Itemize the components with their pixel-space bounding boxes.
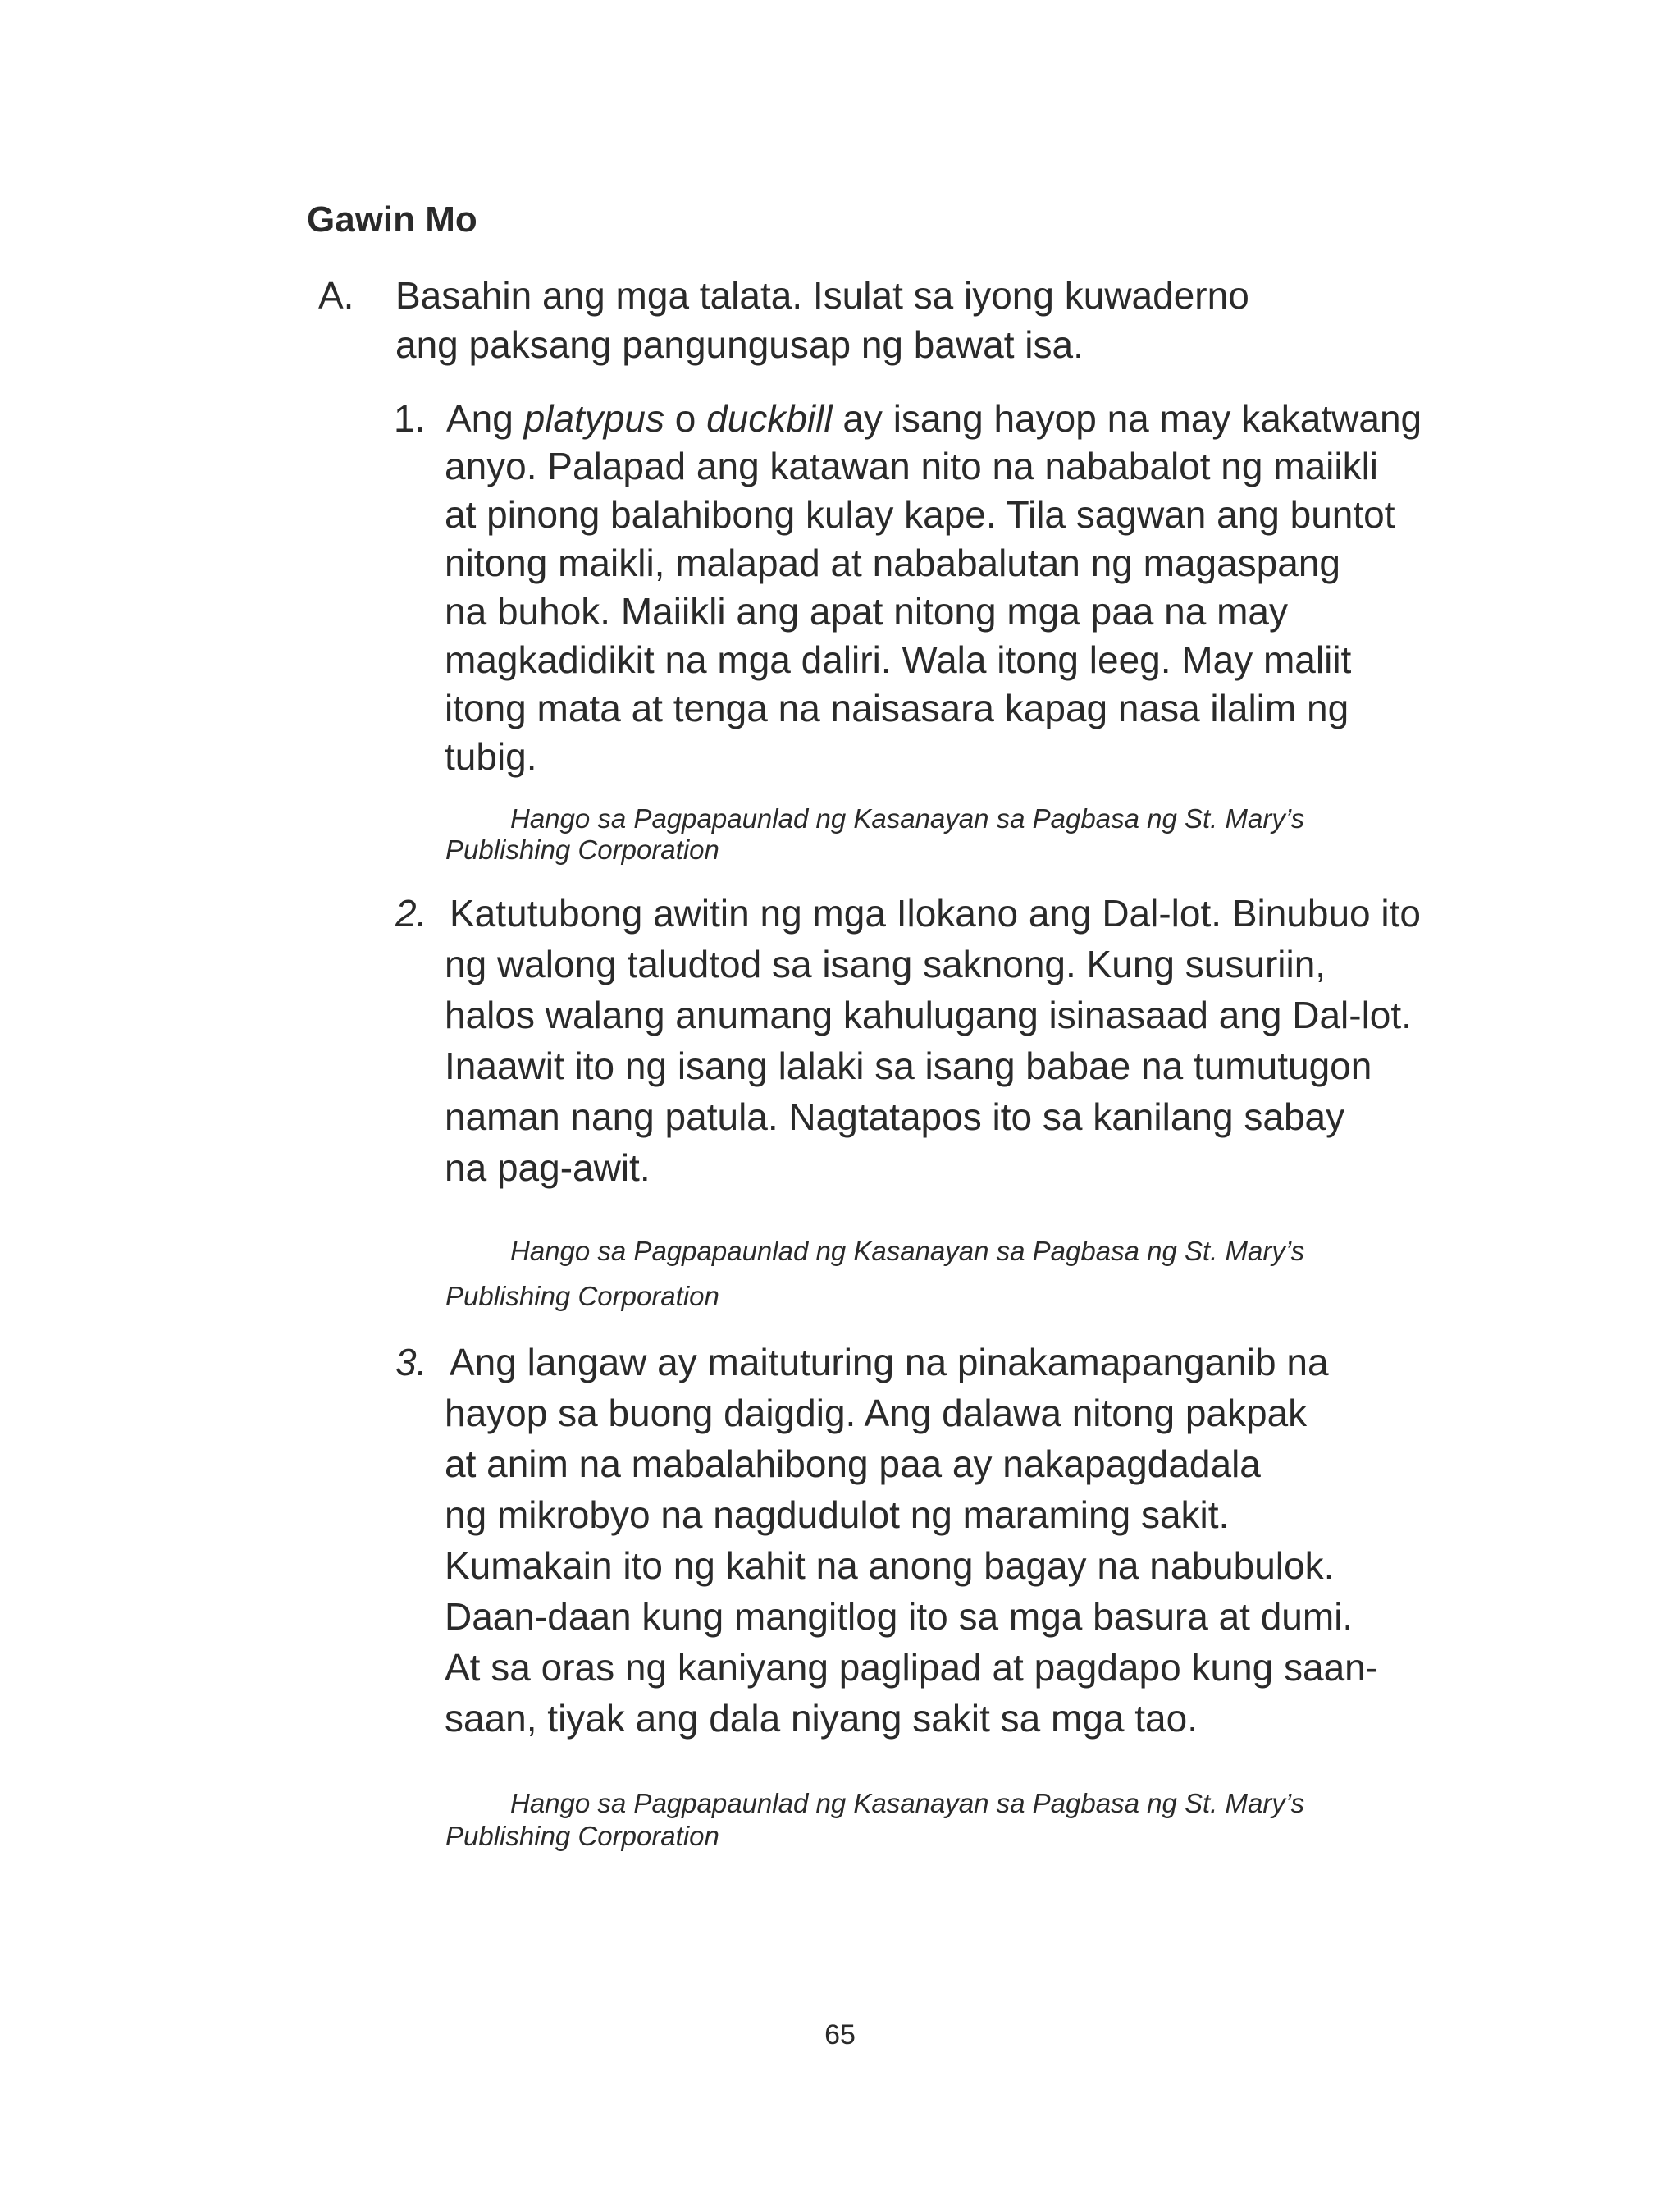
paragraph-line: Daan-daan kung mangitlog ito sa mga basura at dumi. (445, 1595, 1354, 1638)
paragraph-line: Katutubong awitin ng mga Ilokano ang Dal-lot. Binubuo ito (450, 892, 1422, 935)
source-citation: Hango sa Pagpapaunlad ng Kasanayan sa Pagbasa ng St. Mary’s (510, 1788, 1305, 1818)
source-citation: Publishing Corporation (445, 1821, 719, 1851)
section-heading: Gawin Mo (307, 199, 477, 240)
paragraph-line: saan, tiyak ang dala niyang sakit sa mga tao. (445, 1697, 1198, 1740)
paragraph-line: itong mata at tenga na naisasara kapag nasa ilalim ng (445, 687, 1349, 729)
paragraph-line: Ang platypus o duckbill ay isang hayop na may kakatwang (446, 397, 1422, 440)
paragraph-line: At sa oras ng kaniyang paglipad at pagdapo kung saan- (445, 1646, 1379, 1689)
paragraph-line: tubig. (445, 735, 537, 778)
paragraph-line: Kumakain ito ng kahit na anong bagay na nabubulok. (445, 1544, 1335, 1587)
item-number: 1. (394, 397, 426, 440)
paragraph-line: ng mikrobyo na nagdudulot ng maraming sakit. (445, 1493, 1230, 1536)
paragraph-line: Inaawit ito ng isang lalaki sa isang babae na tumutugon (445, 1045, 1372, 1087)
source-citation: Hango sa Pagpapaunlad ng Kasanayan sa Pagbasa ng St. Mary’s (510, 1236, 1305, 1266)
source-citation: Publishing Corporation (445, 834, 719, 865)
paragraph-line: nitong maikli, malapad at nababalutan ng magaspang (445, 542, 1340, 584)
paragraph-line: halos walang anumang kahulugang isinasaad ang Dal-lot. (445, 994, 1412, 1036)
source-citation: Hango sa Pagpapaunlad ng Kasanayan sa Pagbasa ng St. Mary’s (510, 803, 1305, 834)
instruction-line: Basahin ang mga talata. Isulat sa iyong kuwaderno (395, 274, 1249, 317)
source-citation: Publishing Corporation (445, 1281, 719, 1311)
section-instruction (395, 271, 1249, 369)
paragraph-line: hayop sa buong daigdig. Ang dalawa nitong pakpak (445, 1392, 1308, 1434)
paragraph-line: magkadidikit na mga daliri. Wala itong leeg. May maliit (445, 638, 1352, 681)
italic-term: duckbill (706, 397, 833, 440)
instruction-line: ang paksang pangungusap ng bawat isa. (395, 323, 1084, 366)
paragraph-line: naman nang patula. Nagtatapos ito sa kanilang sabay (445, 1095, 1345, 1138)
paragraph-line: Ang langaw ay maituturing na pinakamapanganib na (450, 1341, 1329, 1383)
paragraph-line: ng walong taludtod sa isang saknong. Kung susuriin, (445, 943, 1326, 985)
paragraph-line: at pinong balahibong kulay kape. Tila sagwan ang buntot (445, 493, 1395, 536)
italic-term: platypus (523, 397, 664, 440)
item-number: 2. (395, 892, 427, 935)
section-marker: A. (318, 274, 354, 317)
paragraph-line: na buhok. Maiikli ang apat nitong mga paa na may (445, 590, 1288, 633)
paragraph-line: na pag-awit. (445, 1146, 651, 1189)
page-number: 65 (824, 2019, 856, 2051)
paragraph-line: anyo. Palapad ang katawan nito na nababalot ng maiikli (445, 445, 1379, 487)
paragraph-line: at anim na mabalahibong paa ay nakapagdadala (445, 1442, 1261, 1485)
item-number: 3. (395, 1341, 427, 1383)
